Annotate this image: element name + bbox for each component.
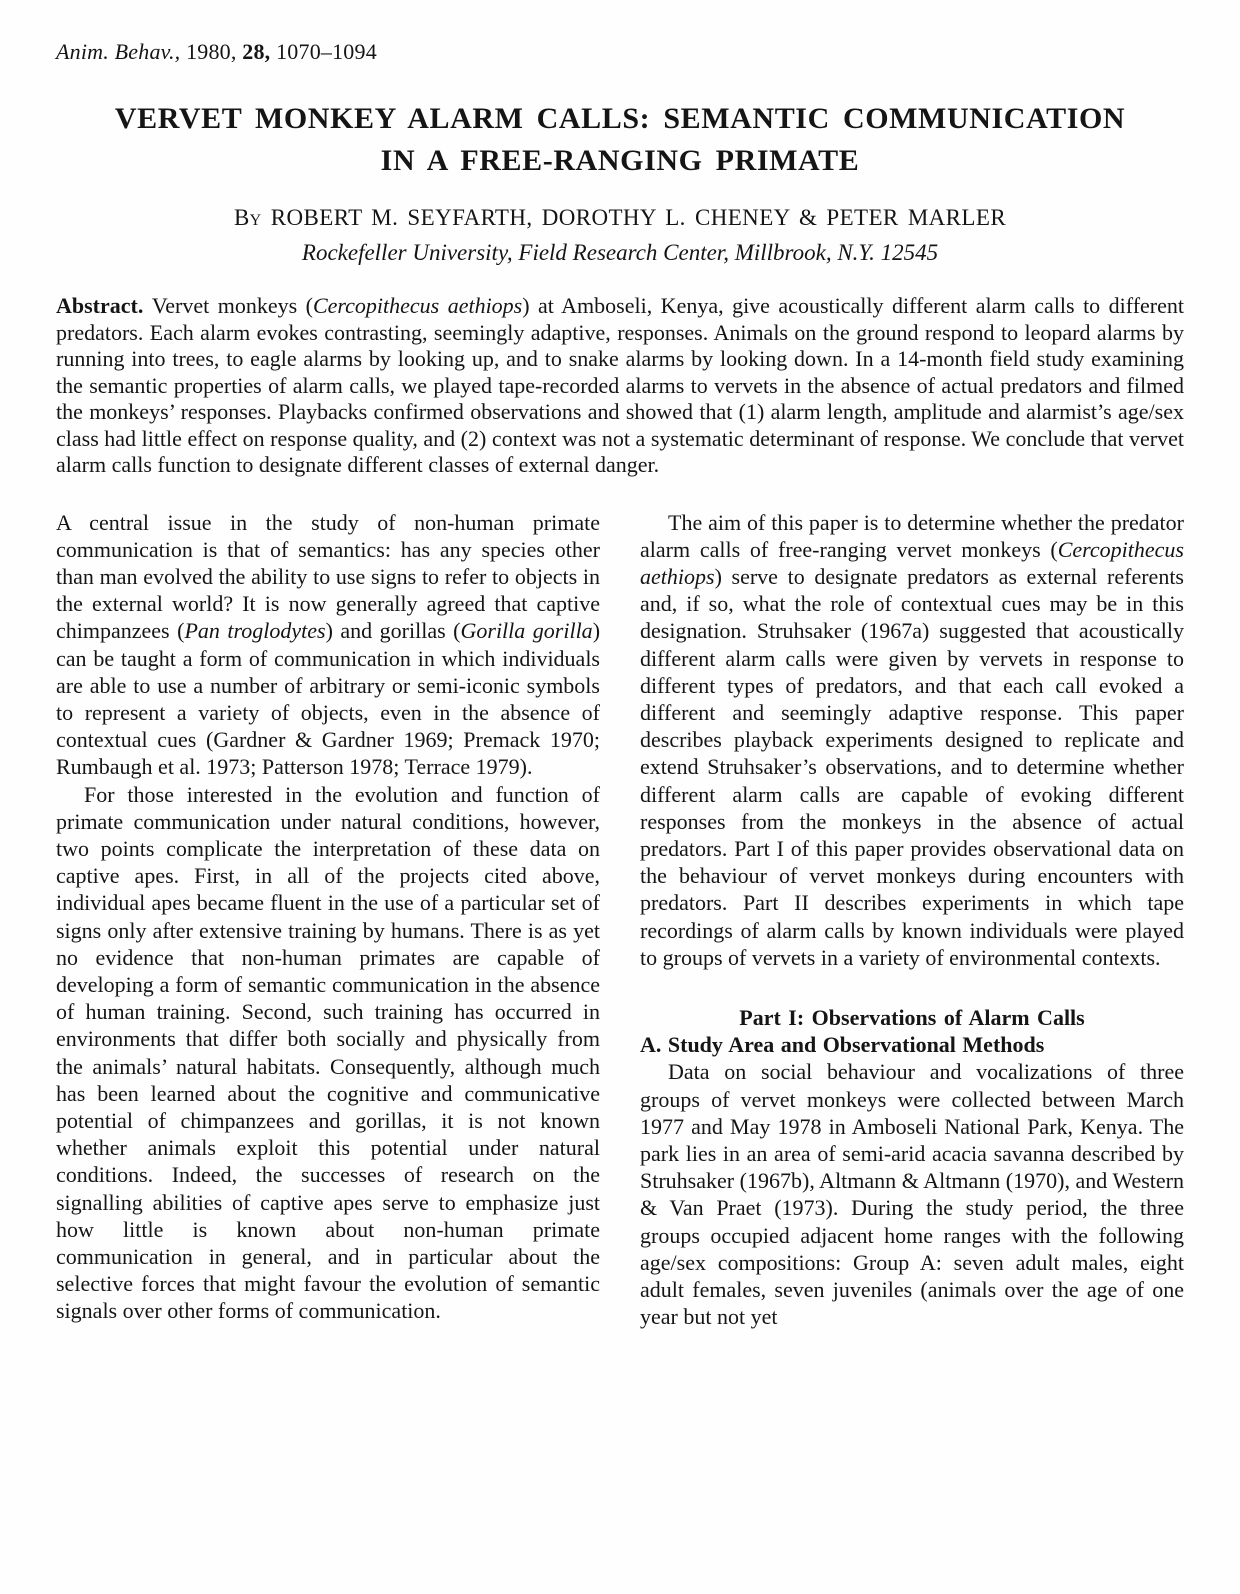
right-column xyxy=(640,509,1184,1331)
two-column-body xyxy=(56,509,1184,1331)
abstract-paragraph: Abstract. Vervet monkeys (Cercopithecus aethiops) at Amboseli, Kenya, give acoustically different alarm calls to different predators. Each alarm evokes contrasting, seemingly adaptive, responses. Animals on the ground respond to leopard alarms by running into trees, to eagle alarms by looking up, and to snake alarms by looking down. In a 14-month field study examining the semantic properties of alarm calls, we played tape-recorded alarms to vervets in the absence of actual predators and filmed the monkeys’ responses. Playbacks confirmed observations and showed that (1) alarm length, amplitude and alarmist’s age/sex class had little effect on response quality, and (2) context was not a systematic determinant of response. We conclude that vervet alarm calls function to designate different classes of external danger. xyxy=(56,293,1184,477)
part-1-heading: Part I: Observations of Alarm Calls xyxy=(739,1004,1085,1030)
body-paragraph-aim: The aim of this paper is to determine whether the predator alarm calls of free-ranging vervet monkeys (Cercopithecus aethiops) serve to designate predators as external referents and, if so, what the role of contextual cues may be in this designation. Struhsaker (1967a) suggested that acoustically different alarm calls were given by vervets in response to different types of predators, and that each call evoked a different and seemingly adaptive response. This paper describes playback experiments designed to replicate and extend Struhsaker’s observations, and to determine whether different alarm calls are capable of evoking different responses from the monkeys in the absence of actual predators. Part I of this paper provides observational data on the behaviour of vervet monkeys during encounters with predators. Part II describes experiments in which tape recordings of alarm calls by known individuals were played to groups of vervets in a variety of environmental contexts. xyxy=(640,509,1184,970)
left-column xyxy=(56,509,600,1331)
body-paragraph-intro: A central issue in the study of non-human primate communication is that of semantics: has any species other than man evolved the ability to use signs to refer to objects in the external world? It is now generally agreed that captive chimpanzees (Pan troglodytes) and gorillas (Gorilla gorilla) can be taught a form of communication in which individuals are able to use a number of arbitrary or semi-iconic symbols to represent a variety of objects, even in the absence of contextual cues (Gardner & Gardner 1969; Premack 1970; Rumbaugh et al. 1973; Patterson 1978; Terrace 1979). xyxy=(56,509,600,780)
paper-title-line-2: IN A FREE-RANGING PRIMATE xyxy=(380,144,860,177)
paper-title xyxy=(56,98,1184,182)
journal-citation: Anim. Behav., 1980, 28, 1070–1094 xyxy=(56,39,377,64)
authors-line: By ROBERT M. SEYFARTH, DOROTHY L. CHENEY & PETER MARLER xyxy=(233,205,1007,230)
paper-title-line-1: VERVET MONKEY ALARM CALLS: SEMANTIC COMMUNICATION xyxy=(114,102,1126,135)
section-a-heading: A. Study Area and Observational Methods xyxy=(640,1032,1045,1058)
body-paragraph-study-area: Data on social behaviour and vocalizations of three groups of vervet monkeys were collected between March 1977 and May 1978 in Amboseli National Park, Kenya. The park lies in an area of semi-arid acacia savanna described by Struhsaker (1967b), Altmann & Altmann (1970), and Western & Van Praet (1973). During the study period, the three groups occupied adjacent home ranges with the following age/sex compositions: Group A: seven adult males, eight adult females, seven juveniles (animals over the age of one year but not yet xyxy=(640,1059,1184,1330)
affiliation-line: Rockefeller University, Field Research Center, Millbrook, N.Y. 12545 xyxy=(301,240,939,265)
body-paragraph-captive-apes: For those interested in the evolution and function of primate communication under natural conditions, however, two points complicate the interpretation of these data on captive apes. First, in all of the projects cited above, individual apes became fluent in the use of a particular set of signs only after extensive training by humans. There is as yet no evidence that non-human primates are capable of developing a form of semantic communication in the absence of human training. Second, such training has occurred in environments that differ both socially and physically from the animals’ natural habitats. Consequently, although much has been learned about the cognitive and communicative potential of chimpanzees and gorillas, it is not known whether animals exploit this potential under natural conditions. Indeed, the successes of research on the signalling abilities of captive apes serve to emphasize just how little is known about non-human primate communication in general, and in particular about the selective forces that might favour the evolution of semantic signals over other forms of communication. xyxy=(56,781,600,1324)
